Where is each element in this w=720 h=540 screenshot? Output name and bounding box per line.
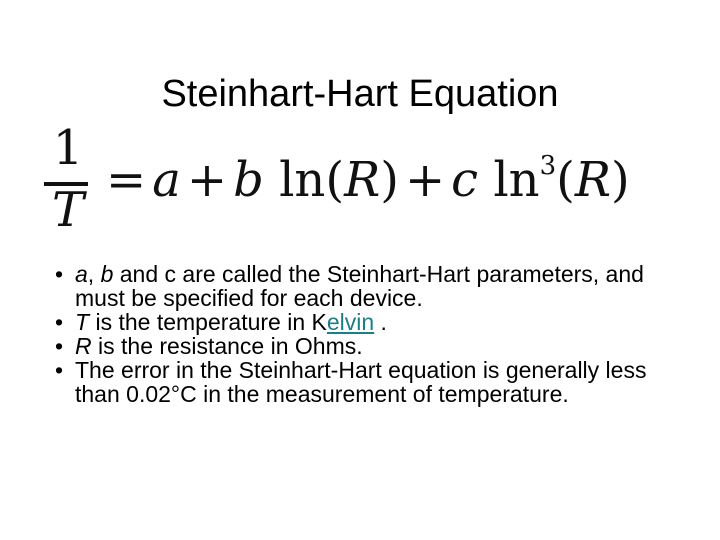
- paren-open: (: [325, 152, 345, 208]
- var-r: R: [75, 333, 92, 359]
- equation-fraction: [42, 122, 94, 240]
- steinhart-hart-equation: [38, 122, 678, 240]
- fraction-denominator: T: [51, 182, 84, 238]
- ln-function: ln: [493, 152, 540, 208]
- exponent: 3: [539, 151, 557, 181]
- ln-function: ln: [279, 152, 326, 208]
- param-b: b: [233, 152, 264, 208]
- paren-close: ): [380, 152, 399, 208]
- param-a: a: [152, 152, 181, 208]
- bullet-list: [56, 262, 676, 406]
- bullet-marker: •: [55, 261, 64, 287]
- bullet-item: [56, 358, 676, 406]
- var-t: T: [75, 309, 90, 335]
- bullet-text: [75, 309, 387, 335]
- bullet-item: [56, 310, 676, 334]
- var-a: a: [75, 261, 88, 287]
- kelvin-link[interactable]: elvin: [326, 309, 375, 335]
- bullet-text: The error in the Steinhart-Hart equation is generally less than 0.02°C in the measurement of temperature.: [75, 357, 647, 407]
- paren-open: (: [556, 152, 575, 208]
- fraction-numerator: 1: [52, 120, 84, 176]
- bullet-text: [75, 333, 363, 359]
- bullet-text-rest: and c are called the Steinhart-Hart parameters, and must be specified for each device.: [75, 261, 644, 311]
- bullet-marker: •: [55, 309, 64, 335]
- slide-title: Steinhart-Hart Equation: [161, 73, 559, 116]
- separator: ,: [87, 261, 101, 287]
- paren-close: ): [611, 152, 630, 208]
- var-r: R: [574, 152, 611, 208]
- plus-sign: +: [404, 152, 446, 208]
- bullet-marker: •: [55, 357, 64, 383]
- equation-right-side: [100, 152, 630, 208]
- equals-sign: =: [106, 152, 147, 208]
- var-b: b: [100, 261, 114, 287]
- bullet-item: [56, 334, 676, 358]
- plus-sign: +: [186, 152, 228, 208]
- var-r: R: [344, 152, 381, 208]
- bullet-text: [75, 261, 644, 311]
- bullet-text-rest: is the resistance in Ohms.: [91, 333, 363, 359]
- bullet-text-rest: is the temperature in K: [89, 309, 327, 335]
- param-c: c: [451, 152, 479, 208]
- bullet-item: [56, 262, 676, 310]
- bullet-text-end: .: [374, 309, 387, 335]
- bullet-marker: •: [55, 333, 64, 359]
